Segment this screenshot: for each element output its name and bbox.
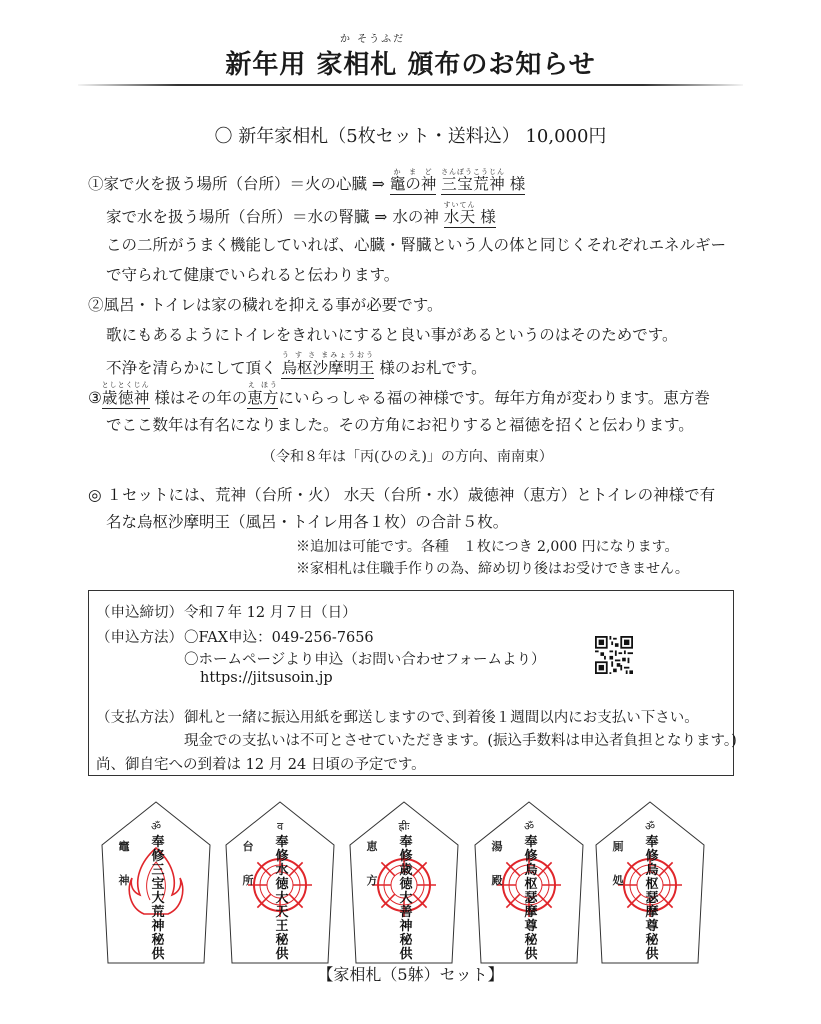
kama-no-kami: 竈の神かまど [389, 168, 437, 193]
amulet-seed-syllable: ह्रीः [398, 820, 410, 833]
amulet-side-char: 恵 [366, 840, 378, 853]
item3-line2: でここ数年は有名になりました。その方角にお祀りすると福徳を招くと伝わります。 [106, 416, 694, 434]
item1-line3: この二所がうまく機能していれば、心臓・腎臓という人の体と同じくそれぞれエネルギー [106, 236, 727, 254]
amulet-side-char: 竈 [118, 840, 130, 853]
amulet-main-char: 奉 [151, 835, 165, 850]
amulet-main-char: 修 [524, 849, 538, 864]
qr-code-icon[interactable] [595, 636, 633, 674]
amulet-main-char: 奉 [399, 835, 413, 850]
amulet-main-char: 大 [399, 891, 413, 906]
amulet-card-5 [594, 800, 706, 965]
amulet-side-char: 方 [366, 874, 378, 887]
amulet-card-1 [100, 800, 212, 965]
amulet-main-char: 荒 [151, 905, 165, 920]
amulet-seed-syllable: व [276, 820, 284, 833]
ususama-myouou: 烏枢沙摩明王う す さ まみょうおう [281, 351, 375, 377]
amulet-seed-syllable: ॐ [150, 820, 162, 833]
deadline-value: 令和７年 12 月７日（日） [184, 605, 357, 621]
item2-line3-suffix: 様のお札です。 [374, 359, 487, 377]
payment-line2: 現金での支払いは不可とさせていただきます。(振込手数料は申込者負担となります。) [184, 733, 737, 749]
sama-2: 様 [480, 208, 496, 226]
set-note-line2: 名な烏枢沙摩明王（風呂・トイレ用各１枚）の合計５枚。 [106, 513, 509, 531]
amulet-main-char: 供 [645, 947, 659, 962]
item3-line1-suffix: にいらっしゃる福の神様です。毎年方角が変わります。恵方巻 [278, 389, 710, 407]
amulet-card-2 [224, 800, 336, 965]
amulet-main-char: 宝 [151, 877, 165, 892]
amulet-main-char: 供 [275, 947, 289, 962]
amulet-main-char: 王 [275, 919, 289, 934]
sanbou-koujin: 三宝荒神さんぼうこうじん [441, 168, 506, 193]
amulet-main-char: 瑟 [645, 891, 659, 906]
set-note-extra: ※追加は可能です。各種 １枚につき 2,000 円になります。 [296, 539, 679, 555]
amulet-main-char: 供 [151, 947, 165, 962]
item2-line1: ②風呂・トイレは家の穢れを抑える事が必要です。 [88, 296, 443, 314]
amulet-main-char: 善 [399, 905, 413, 920]
amulet-card-3 [348, 800, 460, 965]
item2-line2: 歌にもあるようにトイレをきれいにすると良い事があるというのはそのためです。 [106, 326, 678, 344]
item3-num: ③ [88, 389, 102, 407]
item1-prefix: ①家で火を扱う場所（台所）＝火の心臓 ⇒ [88, 175, 390, 193]
amulet-main-char: 修 [399, 849, 413, 864]
item1-line2 [106, 201, 496, 227]
amulet-side-char: 処 [612, 874, 624, 887]
toshitokujin: 歳徳神としとくじん [101, 381, 150, 407]
payment-line1: 御札と一緒に振込用紙を郵送しますので､到着後１週間以内にお支払い下さい。 [184, 710, 699, 726]
amulet-main-char: 修 [275, 849, 289, 864]
amulet-graphic-1 [100, 800, 212, 965]
amulet-graphic-5 [594, 800, 706, 965]
item1-line1 [88, 168, 525, 194]
payment-label: （支払方法） [96, 710, 183, 726]
amulet-seed-syllable: ॐ [523, 820, 535, 833]
amulet-main-char: 供 [399, 947, 413, 962]
set-note-deadline-warning: ※家相札は住職手作りの為、締め切り後はお受けできません。 [296, 561, 689, 577]
amulet-main-char: 奉 [275, 835, 289, 850]
amulet-main-char: 天 [275, 905, 289, 920]
amulet-main-char: 尊 [645, 919, 659, 934]
amulet-main-char: 歳 [399, 863, 413, 878]
amulet-caption: 【家相札（5躰）セット】 [317, 965, 504, 984]
amulet-main-char: 神 [399, 919, 413, 934]
amulet-main-char: 秘 [524, 933, 538, 948]
set-note-line1: ◎ １セットには、荒神（台所・火） 水天（台所・水）歳徳神（恵方）とトイレの神様で有 [88, 486, 716, 504]
amulet-main-char: 徳 [275, 877, 289, 892]
amulet-main-char: 奉 [645, 835, 659, 850]
amulet-main-char: 秘 [645, 933, 659, 948]
sama-1: 様 [509, 175, 526, 193]
title-ruby: か そうふだ [340, 34, 406, 45]
amulet-main-char: 供 [524, 947, 538, 962]
amulet-main-char: 秘 [399, 933, 413, 948]
amulet-main-char: 大 [275, 891, 289, 906]
amulet-side-char: 神 [118, 874, 130, 887]
amulet-main-char: 大 [151, 891, 165, 906]
website-link[interactable]: https://jitsusoin.jp [200, 670, 333, 686]
amulet-seed-syllable: ॐ [644, 820, 656, 833]
amulet-main-char: 摩 [645, 905, 659, 920]
amulet-main-char: 摩 [524, 905, 538, 920]
amulet-main-char: 枢 [524, 877, 538, 892]
amulet-main-char: 尊 [524, 919, 538, 934]
amulet-main-char: 三 [151, 863, 165, 878]
amulet-main-char: 秘 [275, 933, 289, 948]
item3-note: （令和８年は「丙(ひのえ)」の方向、南南東） [262, 449, 553, 465]
amulet-main-char: 神 [151, 919, 165, 934]
amulet-main-char: 奉 [524, 835, 538, 850]
amulet-main-char: 瑟 [524, 891, 538, 906]
item1-line4: で守られて健康でいられると伝わります。 [106, 266, 400, 284]
amulet-main-char: 烏 [524, 863, 538, 878]
amulet-graphic-4 [473, 800, 585, 965]
amulet-main-char: 枢 [645, 877, 659, 892]
amulet-side-char: 台 [242, 840, 254, 853]
item3-mid: 様はその年の [149, 389, 248, 407]
arrival-note: 尚、御自宅への到着は 12 月 24 日頃の予定です。 [96, 757, 426, 773]
method-label: （申込方法） [96, 630, 183, 646]
price-subtitle: 〇 新年家相札（5枚セット・送料込） 10,000円 [214, 126, 607, 147]
item2-line3 [106, 351, 487, 378]
amulet-main-char: 水 [275, 863, 289, 878]
amulet-graphic-3 [348, 800, 460, 965]
amulet-side-char: 殿 [491, 874, 503, 887]
amulet-main-char: 烏 [645, 863, 659, 878]
item3-line1 [88, 381, 710, 408]
amulet-graphic-2 [224, 800, 336, 965]
item2-line3-prefix: 不浄を清らかにして頂く [106, 359, 282, 377]
fax-number[interactable]: 〇FAX申込：049-256-7656 [184, 630, 374, 646]
amulet-side-char: 所 [242, 874, 254, 887]
amulet-main-char: 徳 [399, 877, 413, 892]
web-application: 〇ホームページより申込（お問い合わせフォームより） [184, 652, 546, 668]
item1-line2-prefix: 家で水を扱う場所（台所）＝水の腎臓 ⇒ 水の神 [106, 208, 444, 226]
amulet-side-char: 湯 [491, 840, 503, 853]
title-divider [78, 84, 743, 86]
amulet-card-4 [473, 800, 585, 965]
amulet-main-char: 秘 [151, 933, 165, 948]
page-title: 新年用 家相札 頒布のお知らせ [225, 50, 596, 80]
amulet-main-char: 修 [151, 849, 165, 864]
suiten: 水天すいてん [443, 201, 476, 226]
ehou: 恵方え ほう [247, 381, 279, 407]
amulet-side-char: 厠 [612, 840, 624, 853]
deadline-label: （申込締切） [96, 605, 183, 621]
amulet-main-char: 修 [645, 849, 659, 864]
